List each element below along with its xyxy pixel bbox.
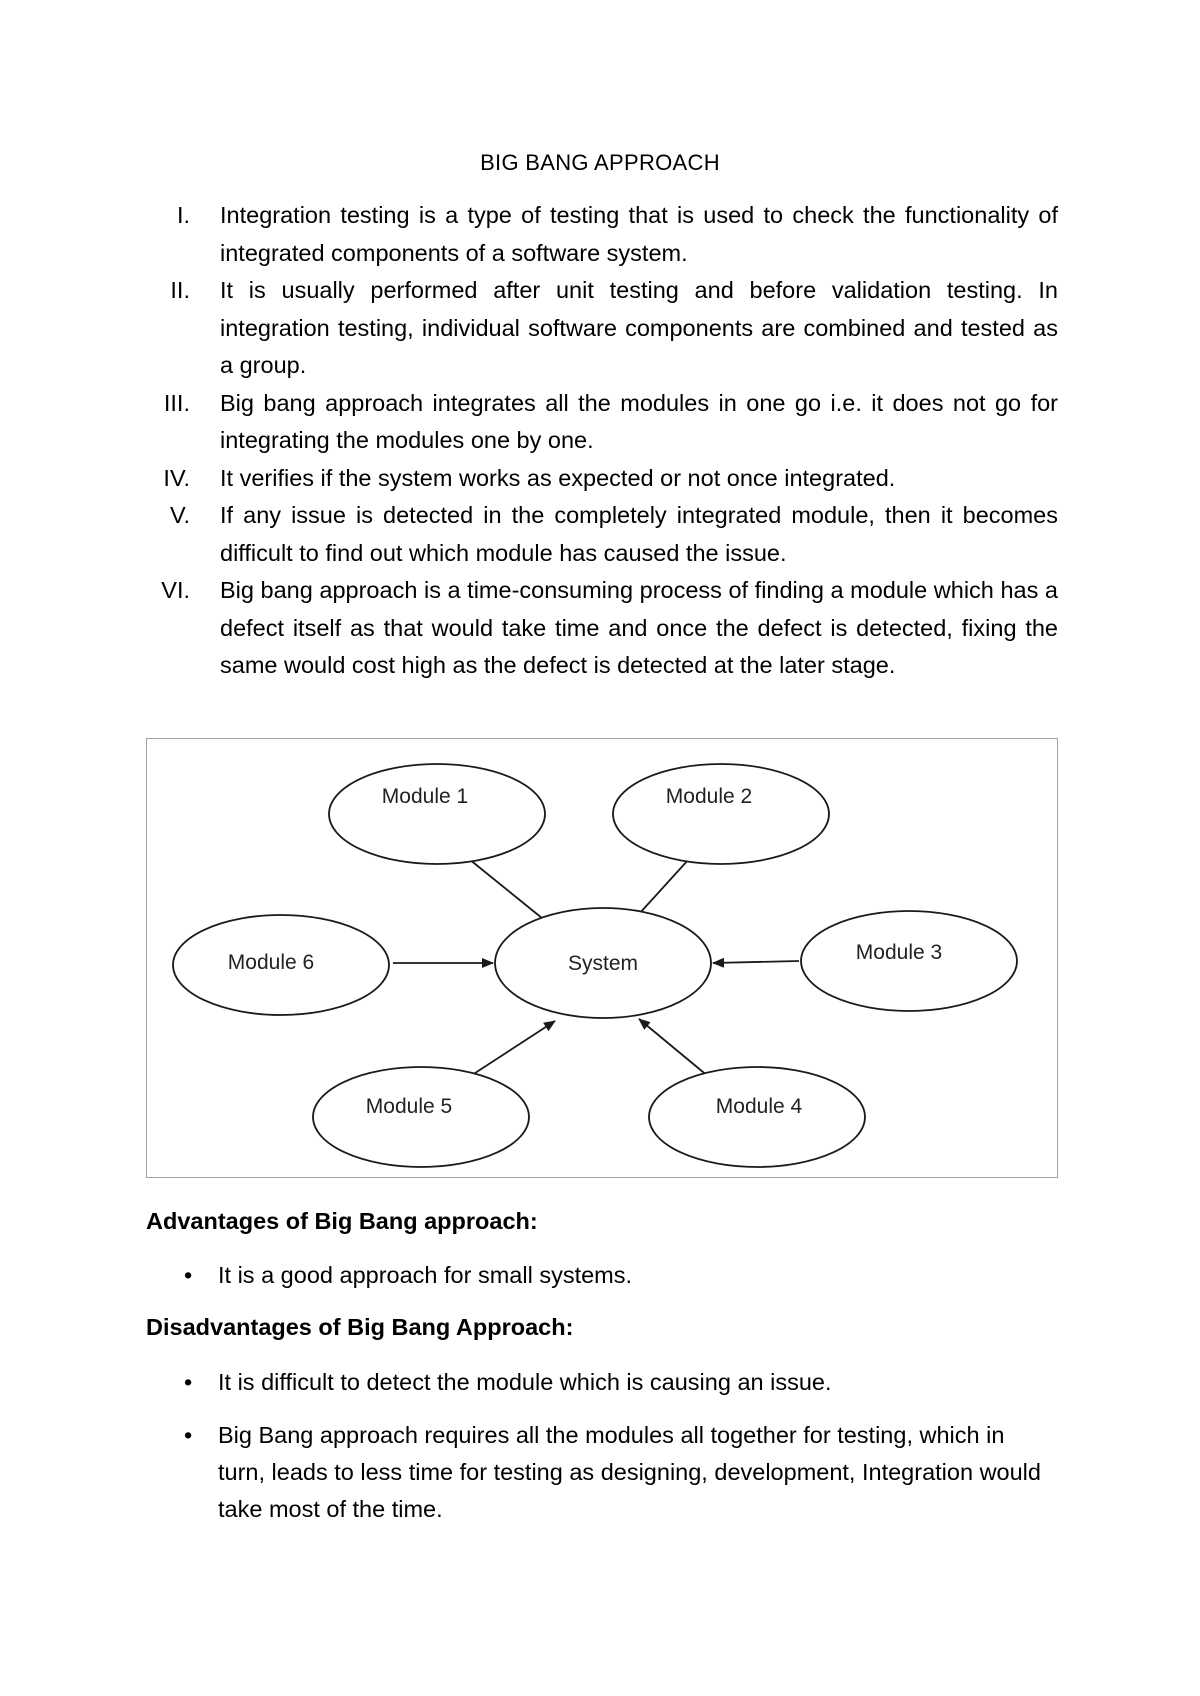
list-marker: I. [176,202,190,228]
list-item [148,497,1058,572]
numbered-list [148,197,1058,685]
module-3-node [801,911,1017,1011]
arrow-module-5 [469,1021,555,1077]
module-5-node [313,1067,529,1167]
list-item-text: Big bang approach is a time-consuming process of finding a module which has a defect itself as that would take time and once the defect is detected, fixing the same would cost high as the defect is detected at the later stage. [220,577,1058,678]
module-2-label: Module 2 [665,785,753,808]
list-item [146,1417,1046,1528]
arrow-module-3 [713,961,799,963]
module-4-label: Module 4 [715,1095,803,1118]
list-item-text: It is usually performed after unit testing and before validation testing. In integration testing, individual software components are combined and tested as a group. [220,277,1058,378]
list-marker: VI. [161,577,190,603]
module-5-label: Module 5 [365,1095,453,1118]
bullet-icon: • [184,1369,193,1395]
list-item [148,197,1058,272]
list-item [148,460,1058,498]
module-4-node [649,1067,865,1167]
system-label: System [567,952,639,975]
list-marker: V. [169,502,190,528]
advantages-list [146,1257,1046,1294]
arrow-module-4 [639,1019,709,1077]
module-1-node [329,764,545,864]
module-1-label: Module 1 [381,785,469,808]
list-marker: III. [163,389,190,416]
module-3-label: Module 3 [855,941,943,964]
diagram-svg [147,739,1059,1179]
module-6-label: Module 6 [227,951,315,974]
list-item [148,385,1058,460]
list-item-text: It is a good approach for small systems. [218,1262,633,1288]
list-marker: IV. [163,464,190,491]
bullet-icon: • [184,1262,193,1288]
list-item [146,1257,1046,1294]
disadvantages-list [146,1364,1046,1528]
module-2-node [613,764,829,864]
disadvantages-heading: Disadvantages of Big Bang Approach: [146,1314,574,1340]
page-title: BIG BANG APPROACH [480,150,720,175]
list-marker: II. [170,277,190,303]
list-item [148,572,1058,685]
list-item-text: It verifies if the system works as expected or not once integrated. [220,464,896,491]
advantages-heading: Advantages of Big Bang approach: [146,1208,538,1234]
list-item-text: Big Bang approach requires all the modules all together for testing, which in turn, leads to less time for testing as designing, development, Integration would take most of the time. [218,1422,1041,1522]
big-bang-diagram [146,738,1058,1178]
list-item-text: It is difficult to detect the module which is causing an issue. [218,1369,832,1395]
system-node [495,908,711,1018]
bullet-icon: • [184,1422,193,1448]
module-6-node [173,915,389,1015]
arrow-module-1 [469,859,553,927]
list-item [148,272,1058,385]
list-item [146,1364,1046,1401]
list-item-text: Big bang approach integrates all the modules in one go i.e. it does not go for integrating the modules one by one. [220,389,1058,453]
list-item-text: Integration testing is a type of testing that is used to check the functionality of integrated components of a software system. [220,202,1058,266]
list-item-text: If any issue is detected in the completely integrated module, then it becomes difficult to find out which module has caused the issue. [220,502,1058,566]
